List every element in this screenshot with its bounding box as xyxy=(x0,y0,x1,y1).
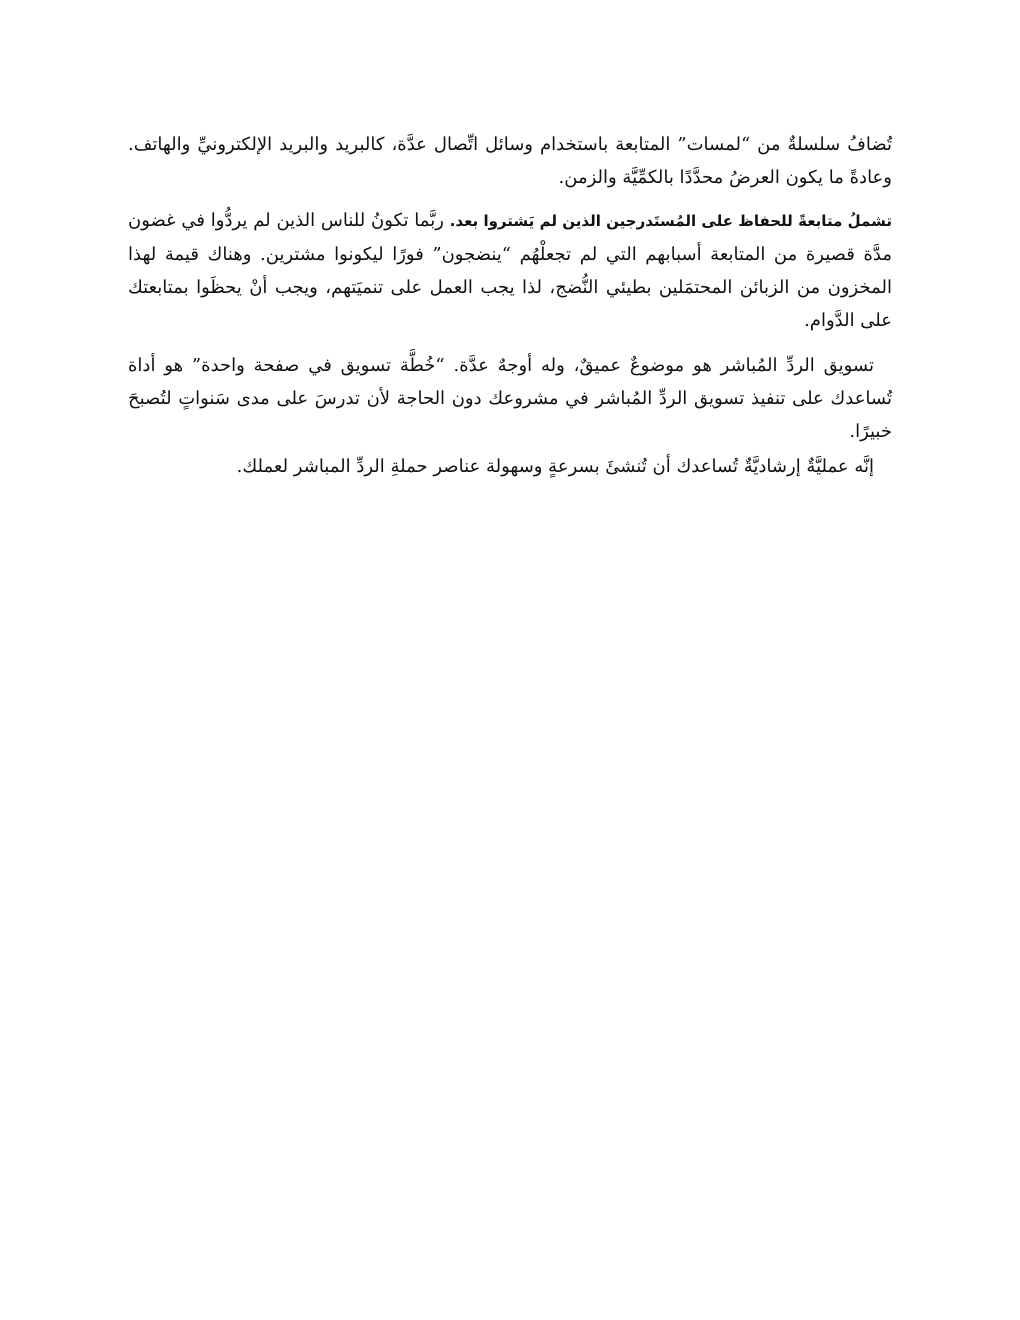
paragraph-lead-text: تشملُ متابعةً للحفاظ على المُستَدرجين الذين لم يَشتروا بعد. xyxy=(449,212,892,230)
paragraph-text: إنَّه عمليَّةٌ إرشاديَّةٌ تُساعدك أن تُنشئَ بسرعةٍ وسهولة عناصر حملةِ الردِّ المباشر لعملك. xyxy=(236,456,874,477)
paragraph-text: ربَّما تكونُ للناس الذين لم يردُّوا في غضون مدَّة قصيرة من المتابعة أسبابهم التي لم تجعلْهُم “ينضجون” فورًا ليكونوا مشترين. وهناك قيمة لهذا المخزون من الزبائن المحتمَلين بطيئي النُّضج، لذا يجب العمل على تنميَتهم، ويجب أنْ يحظَوا بمتابعتك على الدَّوام. xyxy=(128,210,892,331)
paragraph-guided-process xyxy=(128,450,892,483)
paragraph-follow-up-touches xyxy=(128,128,892,194)
paragraph-text: تسويق الردِّ المُباشر هو موضوعٌ عميقٌ، وله أوجهٌ عدَّة. “خُطَّة تسويق في صفحة واحدة” هو أداة تُساعدك على تنفيذ تسويق الردِّ المُباشر في مشروعك دون الحاجة لأن تدرسَ على مدى سَنواتٍ لتُصبحَ خبيرًا. xyxy=(128,355,892,442)
paragraph-text: تُضافُ سلسلةٌ من “لمسات” المتابعة باستخدام وسائل اتِّصال عدَّة، كالبريد والبريد الإلكترونيِّ والهاتف. وعادةً ما يكون العرضُ محدَّدًا بالكمِّيَّة والزمن. xyxy=(128,134,892,188)
paragraph-nurture-leads xyxy=(128,204,892,337)
document-page xyxy=(128,128,892,483)
paragraph-direct-response-marketing xyxy=(128,349,892,448)
